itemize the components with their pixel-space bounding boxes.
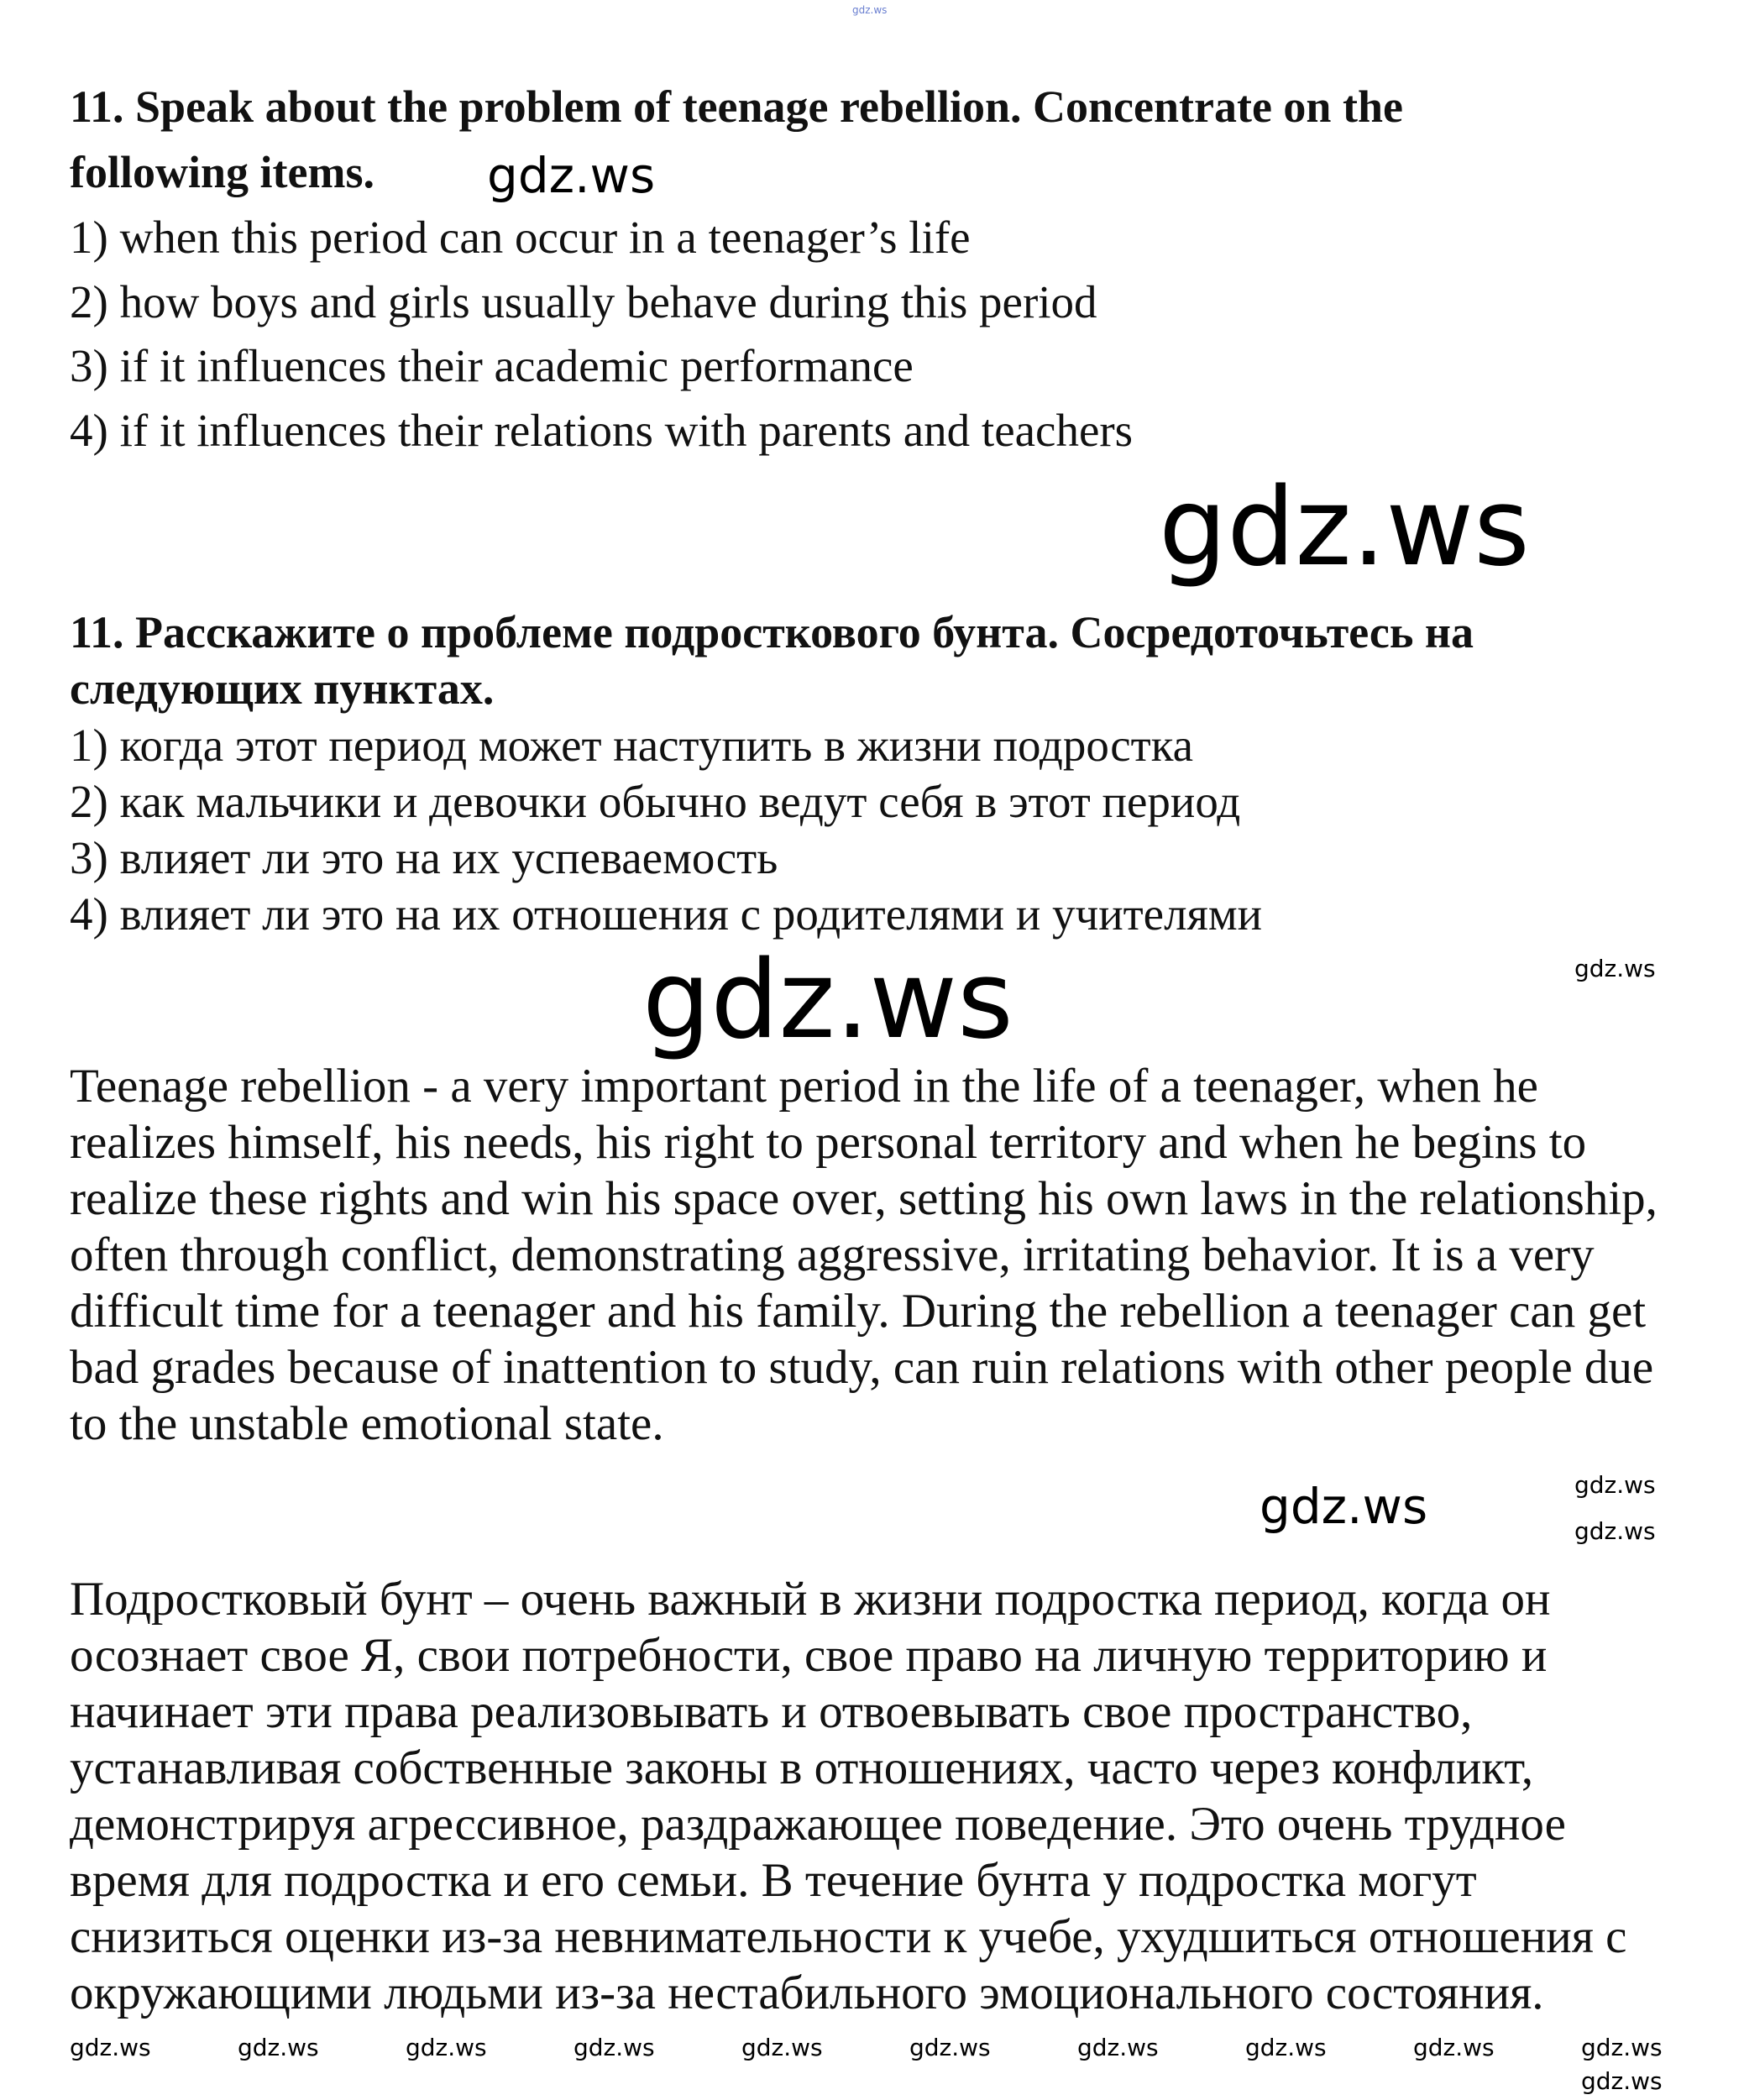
watermark: gdz.ws [642, 938, 1013, 1063]
task-item-ru: 3) влияет ли это на их успеваемость [70, 832, 778, 883]
answer-line-en: difficult time for a teenager and his family. During the rebellion a teenager can get [70, 1285, 1647, 1338]
task-item-en: 3) if it influences their academic performance [70, 340, 914, 391]
watermark: gdz.ws [70, 2034, 151, 2061]
watermark: gdz.ws [1260, 1478, 1428, 1535]
answer-line-ru: время для подростка и его семьи. В течение бунта у подростка могут [70, 1854, 1477, 1907]
task-heading-ru: следующих пунктах. [70, 663, 495, 714]
watermark: gdz.ws [1077, 2034, 1159, 2061]
answer-line-ru: демонстрируя агрессивное, раздражающее поведение. Это очень трудное [70, 1798, 1566, 1851]
task-item-ru: 1) когда этот период может наступить в жизни подростка [70, 720, 1194, 771]
answer-line-en: Teenage rebellion - a very important period in the life of a teenager, when he [70, 1060, 1538, 1113]
watermark: gdz.ws [238, 2034, 319, 2061]
watermark: gdz.ws [406, 2034, 487, 2061]
watermark: gdz.ws [852, 4, 888, 16]
watermark: gdz.ws [1581, 2034, 1663, 2061]
watermark: gdz.ws [1574, 955, 1656, 982]
answer-line-ru: окружающими людьми из-за нестабильного эмоционального состояния. [70, 1966, 1544, 2019]
task-heading-ru: 11. Расскажите о проблеме подросткового бунта. Сосредоточьтесь на [70, 607, 1474, 657]
watermark: gdz.ws [1574, 1517, 1656, 1545]
answer-line-en: realizes himself, his needs, his right to personal territory and when he begins to [70, 1116, 1587, 1169]
answer-line-en: to the unstable emotional state. [70, 1397, 664, 1450]
watermark: gdz.ws [1245, 2034, 1327, 2061]
watermark: gdz.ws [1159, 465, 1530, 590]
task-item-en: 2) how boys and girls usually behave during this period [70, 276, 1097, 327]
answer-line-ru: начинает эти права реализовывать и отвоевывать свое пространство, [70, 1685, 1473, 1738]
answer-line-en: often through conflict, demonstrating aggressive, irritating behavior. It is a very [70, 1228, 1595, 1281]
task-item-en: 1) when this period can occur in a teenager’s life [70, 212, 971, 263]
watermark: gdz.ws [1581, 2067, 1663, 2095]
watermark: gdz.ws [1413, 2034, 1495, 2061]
watermark: gdz.ws [909, 2034, 991, 2061]
task-heading-en: 11. Speak about the problem of teenage rebellion. Concentrate on the [70, 81, 1403, 132]
task-item-ru: 4) влияет ли это на их отношения с родителями и учителями [70, 888, 1263, 940]
answer-line-en: bad grades because of inattention to study, can ruin relations with other people due [70, 1341, 1654, 1394]
answer-line-ru: осознает свое Я, свои потребности, свое право на личную территорию и [70, 1629, 1548, 1682]
watermark: gdz.ws [741, 2034, 823, 2061]
answer-line-ru: устанавливая собственные законы в отношениях, часто через конфликт, [70, 1741, 1534, 1794]
answer-line-en: realize these rights and win his space over, setting his own laws in the relationship, [70, 1172, 1658, 1225]
task-item-ru: 2) как мальчики и девочки обычно ведут себя в этот период [70, 776, 1241, 827]
answer-line-ru: снизиться оценки из-за невнимательности к учебе, ухудшиться отношения с [70, 1910, 1627, 1963]
watermark: gdz.ws [1574, 1471, 1656, 1499]
task-heading-en: following items. [70, 147, 374, 197]
watermark: gdz.ws [487, 147, 656, 204]
watermark: gdz.ws [573, 2034, 655, 2061]
answer-line-ru: Подростковый бунт – очень важный в жизни подростка период, когда он [70, 1573, 1551, 1626]
task-item-en: 4) if it influences their relations with parents and teachers [70, 405, 1134, 456]
